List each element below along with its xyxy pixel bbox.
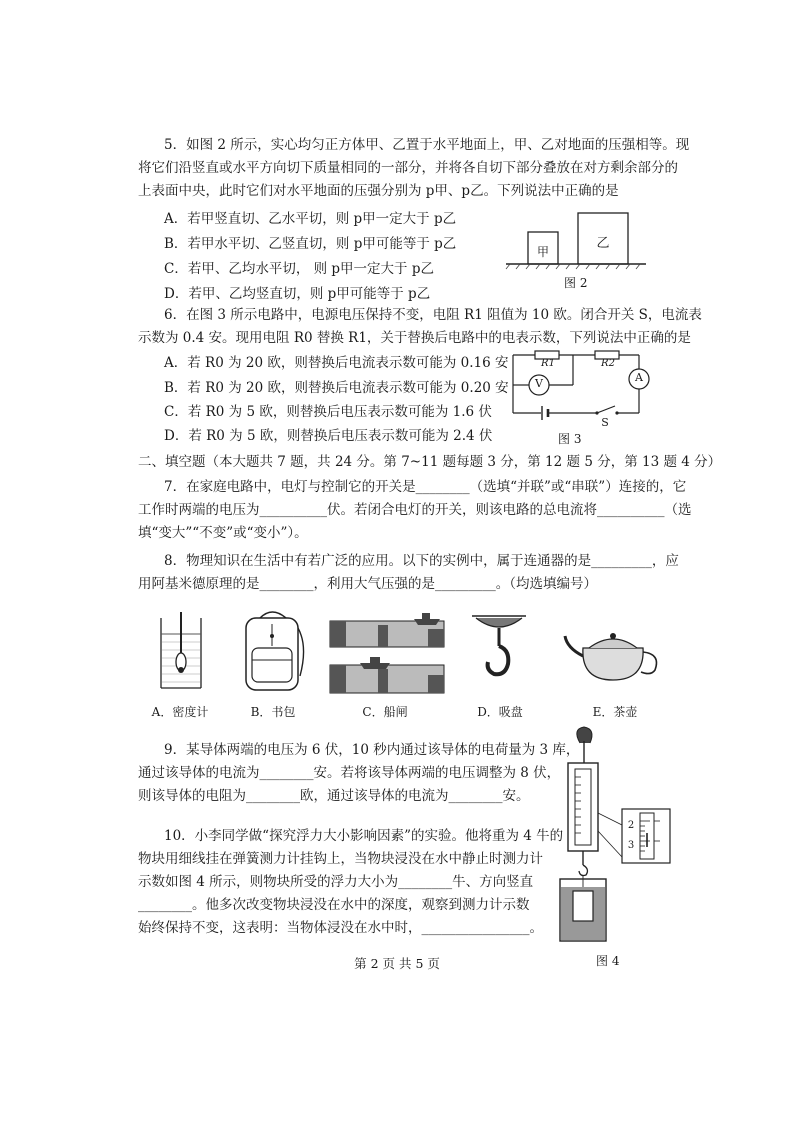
r1-label: R1 <box>541 358 555 369</box>
teapot-image <box>563 622 663 684</box>
cube-jia-label: 甲 <box>536 245 549 259</box>
ship-lock-upper <box>330 613 444 647</box>
q5-line: 5．如图 2 所示，实心均匀正方体甲、乙置于水平地面上，甲、乙对地面的压强相等。现 <box>164 137 690 153</box>
q6-line: 示数为 0.4 安。现用电阻 R0 替换 R1，关于替换后电路中的电表示数，下列说法中正确的是 <box>138 330 691 346</box>
backpack-image <box>238 606 308 696</box>
ship-lock-lower <box>330 657 444 693</box>
q5-line: 上表面中央，此时它们对水平地面的压强分别为 p甲、p乙。下列说法中正确的是 <box>138 183 619 199</box>
q10-stem <box>138 825 578 940</box>
figure-3-circuit <box>505 345 655 425</box>
q7-line: 填“变大”“不变”或“变小”）。 <box>138 525 308 541</box>
switch-s <box>597 406 615 413</box>
q5-option-a: A．若甲竖直切、乙水平切，则 p甲一定大于 p乙 <box>164 211 457 227</box>
figure-3-caption: 图 3 <box>558 432 582 446</box>
block <box>573 891 593 921</box>
scale-tick-3: 3 <box>627 840 635 851</box>
q7-line: 7．在家庭电路中，电灯与控制它的开关是________（选填“并联”或“串联”）连接的，它 <box>164 479 687 495</box>
suction-cup-image <box>470 612 528 690</box>
ground-hatching <box>506 264 640 269</box>
switch-label: S <box>601 416 609 429</box>
q6-line: 6．在图 3 所示电路中，电源电压保持不变，电阻 R1 阻值为 10 欧。闭合开关 S，电流表 <box>164 307 702 323</box>
hydrometer-image <box>155 610 207 696</box>
q5-option-b: B．若甲水平切、乙竖直切，则 p甲可能等于 p乙 <box>164 236 457 252</box>
q9-line: 通过该导体的电流为________安。若将该导体两端的电压调整为 8 伏， <box>138 765 561 781</box>
q8-item-b: B．书包 <box>250 705 296 719</box>
scale-tick-2: 2 <box>627 820 635 831</box>
q10-line: ________。他多次改变物块浸没在水中的深度，观察到测力计示数 <box>138 897 530 913</box>
page-footer: 第 2 页 共 5 页 <box>354 956 440 971</box>
q10-line: 10．小李同学做“探究浮力大小影响因素”的实验。他将重为 4 牛的 <box>164 828 564 844</box>
q8-item-d: D．吸盘 <box>477 705 523 719</box>
scale-body <box>568 763 598 851</box>
q5-option-d: D．若甲、乙均竖直切，则 p甲可能等于 p乙 <box>164 286 431 302</box>
q5-line: 将它们沿竖直或水平方向切下质量相同的一部分，并将各自切下部分叠放在对方剩余部分的 <box>138 160 678 176</box>
section-2-heading: 二、填空题（本大题共 7 题，共 24 分。第 7~11 题每题 3 分，第 12 题 5 分，第 13 题 4 分） <box>138 454 722 470</box>
q8-stem <box>138 550 778 596</box>
q6-option-c: C．若 R0 为 5 欧，则替换后电压表示数可能为 1.6 伏 <box>164 404 492 420</box>
q10-line: 始终保持不变，这表明：当物体浸没在水中时，________________。 <box>138 920 543 936</box>
q5-stem <box>138 134 778 203</box>
q8-line: 8．物理知识在生活中有若广泛的应用。以下的实例中，属于连通器的是_________，应 <box>164 553 679 569</box>
q10-line: 示数如图 4 所示，则物块所受的浮力大小为________牛、方向竖直 <box>138 874 534 890</box>
q7-stem <box>138 476 778 545</box>
q9-line: 9．某导体两端的电压为 6 伏，10 秒内通过该导体的电荷量为 3 库， <box>164 742 580 758</box>
scale-zoom-box <box>622 809 670 863</box>
q8-item-a: A．密度计 <box>151 705 209 719</box>
q6-option-b: B．若 R0 为 20 欧，则替换后电流表示数可能为 0.20 安 <box>164 380 509 396</box>
q8-line: 用阿基米德原理的是________，利用大气压强的是_________。（均选填编号） <box>138 576 597 592</box>
q6-option-a: A．若 R0 为 20 欧，则替换后电流表示数可能为 0.16 安 <box>164 355 509 371</box>
figure-2-caption: 图 2 <box>564 276 588 290</box>
figure-4-caption: 图 4 <box>596 954 620 968</box>
q7-line: 工作时两端的电压为__________伏。若闭合电灯的开关，则该电路的总电流将__________（选 <box>138 502 692 518</box>
r2-label: R2 <box>601 358 615 369</box>
figure-4-spring-scale <box>550 725 675 950</box>
q9-line: 则该导体的电阻为________欧，通过该导体的电流为________安。 <box>138 788 530 804</box>
cube-yi-label: 乙 <box>596 236 610 251</box>
ammeter-label: A <box>635 371 643 384</box>
ship-lock-image <box>328 605 446 697</box>
q6-stem <box>138 304 778 350</box>
voltmeter-label: V <box>535 377 543 390</box>
q8-item-e: E．茶壶 <box>592 705 638 719</box>
q6-option-d: D．若 R0 为 5 欧，则替换后电压表示数可能为 2.4 伏 <box>164 428 493 444</box>
battery-icon <box>542 406 548 420</box>
q8-item-c: C．船闸 <box>362 705 408 719</box>
q5-option-c: C．若甲、乙均水平切， 则 p甲一定大于 p乙 <box>164 261 434 277</box>
q9-stem <box>138 739 578 808</box>
q10-line: 物块用细线挂在弹簧测力计挂钩上，当物块浸没在水中静止时测力计 <box>138 851 543 867</box>
